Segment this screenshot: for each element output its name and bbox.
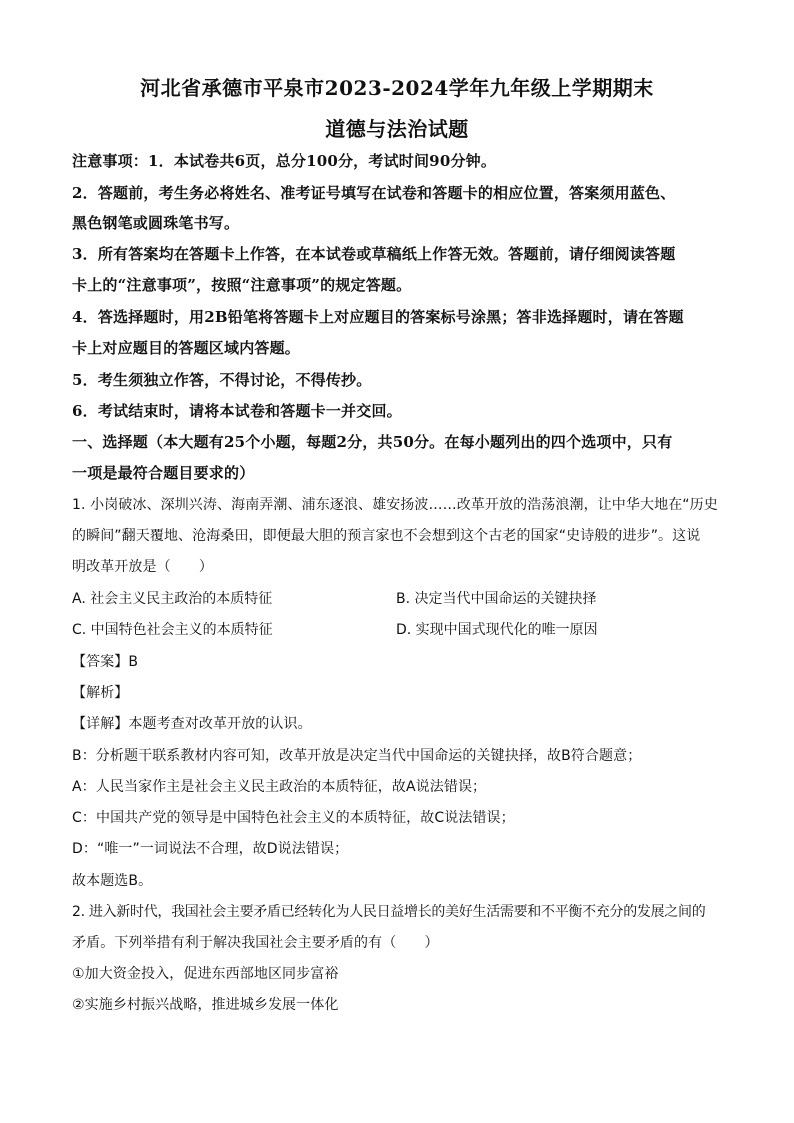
notice-line-7: 卡上对应题目的答题区域内答题。: [72, 339, 301, 357]
notice-line-2: 2．答题前，考生务必将姓名、准考证号填写在试卷和答题卡的相应位置，答案须用蓝色、: [72, 184, 676, 202]
q2-item-1: ①加大资金投入，促进东西部地区同步富裕: [72, 966, 339, 982]
q2-item-2: ②实施乡村振兴战略，推进城乡发展一体化: [72, 997, 339, 1013]
q1-detail-line-5: D：“唯一”一词说法不合理，故D说法错误；: [72, 841, 349, 857]
notice-line-8: 5．考生须独立作答，不得讨论，不得传抄。: [72, 371, 372, 389]
q1-option-a: A. 社会主义民主政治的本质特征: [72, 591, 273, 607]
notice-line-3: 黑色钢笔或圆珠笔书写。: [72, 214, 240, 232]
notice-line-6: 4．答选择题时，用2B铅笔将答题卡上对应题目的答案标号涂黑；答非选择题时，请在答题: [72, 308, 684, 326]
q1-detail-line-4: C：中国共产党的领导是中国特色社会主义的本质特征，故C说法错误；: [72, 810, 515, 826]
q1-detail-line-1: 【详解】本题考查对改革开放的认识。: [72, 716, 312, 732]
notice-line-9: 6．考试结束时，请将本试卷和答题卡一并交回。: [72, 402, 402, 420]
q1-option-c: C. 中国特色社会主义的本质特征: [72, 622, 273, 638]
section-heading-line-2: 一项是最符合题目要求的）: [72, 464, 255, 482]
exam-subtitle: 道德与法治试题: [325, 117, 469, 141]
q1-detail-line-3: A：人民当家作主是社会主义民主政治的本质特征，故A说法错误；: [72, 779, 487, 795]
q1-stem-line-1: 1. 小岗破冰、深圳兴涛、海南弄潮、浦东逐浪、雄安扬波……改革开放的浩荡浪潮，让中华大地在“历史: [72, 497, 718, 513]
q1-detail-line-2: B：分析题干联系教材内容可知，改革开放是决定当代中国命运的关键抉择，故B符合题意；: [72, 748, 642, 764]
q1-stem-line-2: 的瞬间”翻天覆地、沧海桑田，即便最大胆的预言家也不会想到这个古老的国家“史诗般的进步”。这说: [72, 528, 701, 544]
section-heading-line-1: 一、选择题（本大题有25个小题，每题2分，共50分。在每小题列出的四个选项中，只有: [72, 433, 673, 451]
q1-option-d: D. 实现中国式现代化的唯一原因: [396, 622, 598, 638]
notice-line-1: 注意事项：1．本试卷共6页，总分100分，考试时间90分钟。: [72, 152, 497, 170]
q2-stem-line-1: 2. 进入新时代，我国社会主要矛盾已经转化为人民日益增长的美好生活需要和不平衡不充分的发展之间的: [72, 904, 706, 920]
q1-analysis-tag: 【解析】: [72, 685, 129, 701]
notice-line-4: 3．所有答案均在答题卡上作答，在本试卷或草稿纸上作答无效。答题前，请仔细阅读答题: [72, 245, 676, 263]
q2-stem-line-2: 矛盾。下列举措有利于解决我国社会主要矛盾的有（ ）: [72, 935, 439, 951]
q1-stem-line-3: 明改革开放是（ ）: [72, 559, 213, 575]
q1-option-b: B. 决定当代中国命运的关键抉择: [396, 591, 597, 607]
q1-detail-line-6: 故本题选B。: [72, 873, 153, 889]
notice-line-5: 卡上的“注意事项”，按照“注意事项”的规定答题。: [72, 276, 412, 294]
exam-title: 河北省承德市平泉市2023-2024学年九年级上学期期末: [140, 76, 654, 100]
q1-answer: 【答案】B: [72, 654, 139, 670]
